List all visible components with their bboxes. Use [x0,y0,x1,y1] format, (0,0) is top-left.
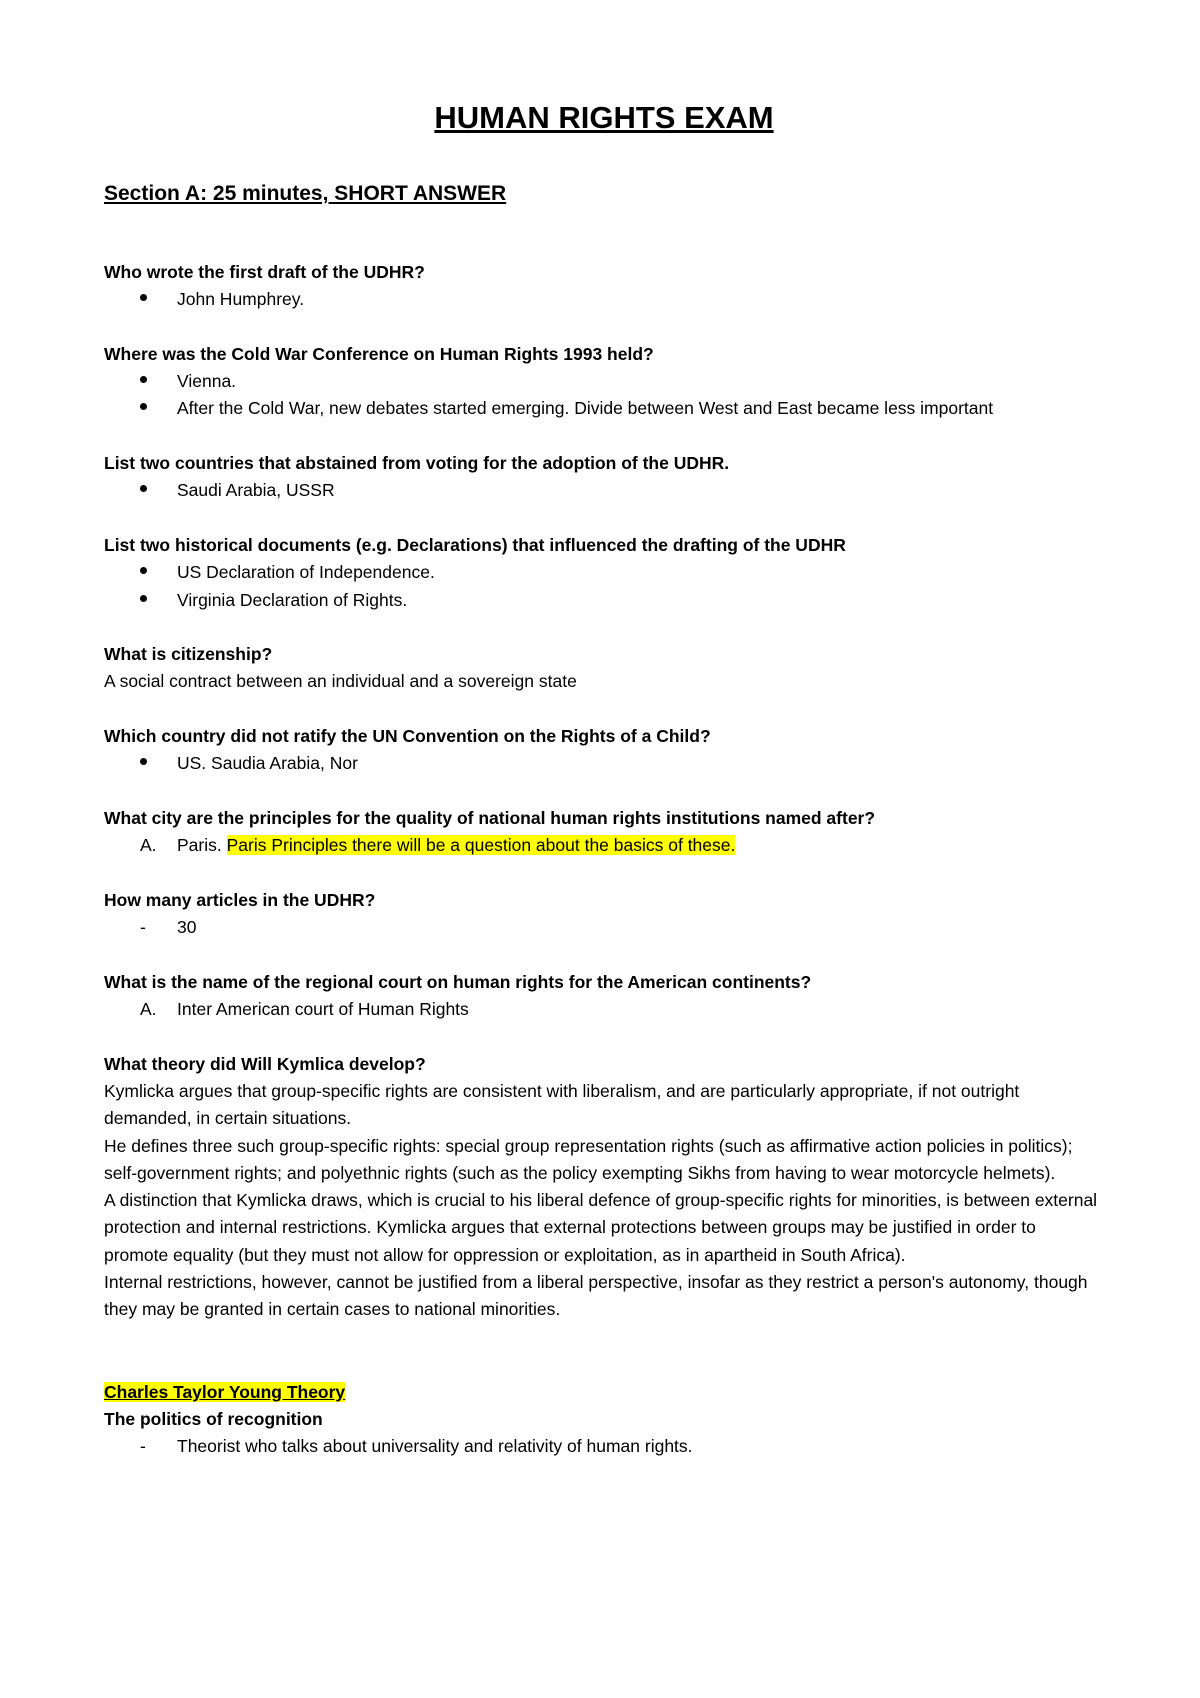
highlighted-note: Paris Principles there will be a question about the basics of these. [226,835,736,856]
answer-paragraph: Internal restrictions, however, cannot be justified from a liberal perspective, insofar as they restrict a person's autonomy, though they may be granted in certain cases to national minorities. [104,1271,1088,1320]
answer-item: Saudi Arabia, USSR [104,477,1104,504]
spacer [104,1324,1104,1379]
answer-text: A social contract between an individual and a sovereign state [104,671,577,692]
answer-list [104,750,1104,777]
answer-item: - Theorist who talks about universality and relativity of human rights. [104,1433,1104,1460]
answer-paragraph: Kymlicka argues that group-specific rights are consistent with liberalism, and are particularly appropriate, if not outright demanded, in certain situations. [104,1080,1020,1129]
answer-item: John Humphrey. [104,286,1104,313]
question-text: List two countries that abstained from voting for the adoption of the UDHR. [104,453,730,474]
answer-list [104,559,1104,614]
answer-item: US. Saudia Arabia, Nor [104,750,1104,777]
taylor-subheading: The politics of recognition [104,1408,323,1429]
answer-list [104,996,1104,1023]
question-block-2 [104,341,1104,423]
list-marker: A. [140,835,157,856]
question-block-3 [104,450,1104,505]
question-text: Who wrote the first draft of the UDHR? [104,262,425,282]
bullet-icon [140,758,147,765]
question-block-10 [104,1051,1104,1324]
answer-list [104,832,1104,859]
answer-item: Vienna. [104,368,1104,395]
question-block-8 [104,887,1104,942]
question-text: What is citizenship? [104,644,273,665]
question-block-6 [104,723,1104,778]
bullet-icon [140,376,147,383]
page-title: HUMAN RIGHTS EXAM [434,100,774,135]
bullet-icon [140,595,147,602]
answer-paragraph: He defines three such group-specific rights: special group representation rights (such as affirmative action policies in politics); self-government rights; and polyethnic rights (such as the policy exempting Sikhs from having to wear motorcycle helmets). [104,1135,1073,1183]
question-block-1 [104,259,1104,314]
question-text: How many articles in the UDHR? [104,889,376,910]
answer-list [104,1433,1104,1460]
list-marker: A. [140,999,157,1020]
taylor-block [104,1379,1104,1461]
answer-list [104,368,1104,423]
question-text: What theory did Will Kymlica develop? [104,1053,426,1074]
bullet-icon [140,294,147,301]
answer-list [104,914,1104,941]
question-text: Which country did not ratify the UN Convention on the Rights of a Child? [104,726,711,747]
document-body [104,98,1104,1460]
answer-list [104,286,1104,313]
question-block-9 [104,969,1104,1024]
taylor-heading: Charles Taylor Young Theory [104,1381,346,1402]
question-text: Where was the Cold War Conference on Human Rights 1993 held? [104,343,654,364]
answer-item: - 30 [104,914,1104,941]
question-block-4 [104,532,1104,614]
question-block-5 [104,641,1104,696]
section-a-heading: Section A: 25 minutes, SHORT ANSWER [104,182,507,205]
answer-paragraph: A distinction that Kymlicka draws, which is crucial to his liberal defence of group-specific rights for minorities, is between external protection and internal restrictions. Kymlicka argues that external protections between groups may be justified in order to promote equality (but they must not allow for oppression or exploitation, as in apartheid in South Africa). [104,1190,1098,1265]
answer-item: Virginia Declaration of Rights. [104,587,1104,614]
bullet-icon [140,567,147,574]
question-text: What city are the principles for the quality of national human rights institutions named after? [104,807,876,828]
list-marker: - [140,1436,146,1457]
question-text: What is the name of the regional court on human rights for the American continents? [104,971,812,992]
bullet-icon [140,485,147,492]
answer-item: A. Paris. Paris Principles there will be a question about the basics of these. [104,832,1104,859]
question-block-7 [104,805,1104,860]
answer-item: US Declaration of Independence. [104,559,1104,586]
answer-item: A. Inter American court of Human Rights [104,996,1104,1023]
list-marker: - [140,917,146,938]
question-text: List two historical documents (e.g. Declarations) that influenced the drafting of the UDHR [104,534,846,555]
bullet-icon [140,403,147,410]
answer-item: After the Cold War, new debates started emerging. Divide between West and East became less important [104,395,1104,422]
answer-list [104,477,1104,504]
